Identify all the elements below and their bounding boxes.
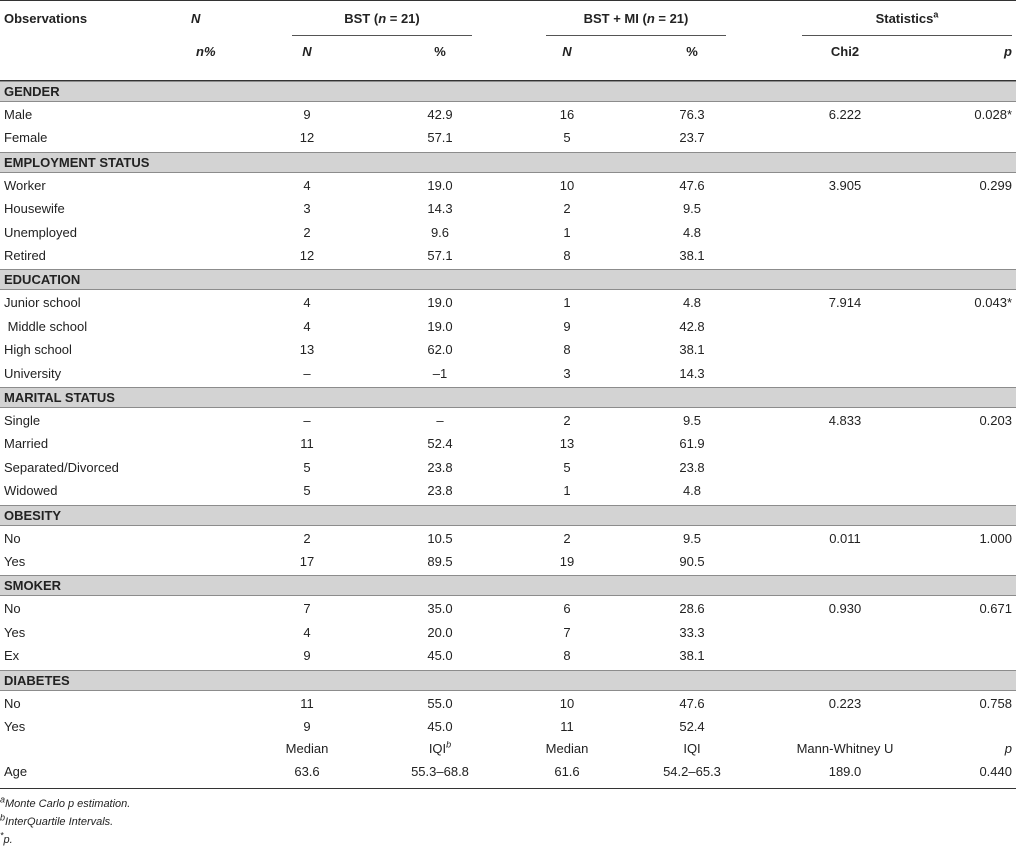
- row-label: Worker: [4, 177, 46, 193]
- section-header: [0, 575, 1016, 596]
- section-header: [0, 81, 1016, 102]
- cell-bst-pct: 62.0: [427, 342, 453, 358]
- cell-bst-pct: 52.4: [427, 436, 453, 452]
- section-title: SMOKER: [4, 578, 62, 594]
- table-row: [0, 363, 1016, 386]
- cell-chi2: 3.905: [828, 177, 862, 193]
- row-label: Middle school: [4, 318, 88, 334]
- cell-bstmi-pct: 28.6: [679, 601, 705, 617]
- header-p: p: [1004, 44, 1012, 59]
- cell-bstmi-n: 6: [563, 601, 571, 617]
- cell-bst-n: 9: [303, 107, 311, 122]
- cell-bst-n: 4: [303, 177, 311, 193]
- age-subheader-mann-whitney: Mann-Whitney U: [796, 741, 894, 756]
- header-chi2: Chi2: [830, 44, 860, 59]
- row-label: Housewife: [4, 201, 65, 217]
- section-header: [0, 387, 1016, 408]
- cell-bst-pct: 9.6: [430, 224, 450, 240]
- age-iqi-bst: 55.3–68.8: [411, 764, 469, 779]
- cell-bstmi-pct: 47.6: [679, 695, 705, 711]
- age-median-bst: 63.6: [294, 764, 320, 779]
- section-header: [0, 152, 1016, 173]
- table-row: [0, 104, 1016, 127]
- cell-bstmi-n: 5: [563, 130, 571, 146]
- table-row: [0, 175, 1016, 198]
- cell-bstmi-n: 1: [563, 295, 571, 311]
- cell-bstmi-n: 8: [563, 648, 571, 664]
- footnote-star: *p.: [0, 830, 13, 846]
- row-label: Married: [4, 436, 49, 452]
- cell-bst-pct: 20.0: [427, 624, 453, 640]
- cell-bst-n: 5: [303, 459, 311, 475]
- header-statistics: Statistics$^a$: [875, 9, 939, 26]
- age-row: [0, 761, 1016, 784]
- row-label: Separated/Divorced: [4, 459, 119, 475]
- header-bstmi-group: BST + MI (n = 21): [583, 11, 689, 26]
- cell-p-value: 0.299: [979, 177, 1012, 193]
- cell-bstmi-n: 8: [563, 248, 571, 263]
- cell-bstmi-pct: 38.1: [679, 648, 705, 664]
- cell-bstmi-pct: 9.5: [682, 413, 702, 428]
- cell-bstmi-pct: 23.8: [679, 459, 705, 475]
- age-row-label: Age: [4, 764, 28, 779]
- cell-bstmi-n: 10: [559, 695, 575, 711]
- cell-bstmi-pct: 38.1: [679, 342, 705, 358]
- header-bst-group: BST (n = 21): [344, 11, 420, 26]
- cell-p-value: 0.758: [979, 695, 1012, 711]
- table-row: [0, 457, 1016, 480]
- cell-p-value: 0.203: [979, 413, 1012, 428]
- cell-bst-pct: 10.5: [427, 530, 453, 546]
- cell-p-value: 1.000: [979, 530, 1012, 546]
- row-label: Single: [4, 413, 41, 428]
- cell-bstmi-n: 13: [559, 436, 575, 452]
- cell-bstmi-pct: 90.5: [679, 554, 705, 569]
- row-label: Retired: [4, 248, 46, 263]
- cell-bstmi-pct: 61.9: [679, 436, 705, 452]
- section-title: EDUCATION: [4, 272, 81, 288]
- cell-bstmi-pct: 52.4: [679, 719, 705, 734]
- cell-bst-pct: 57.1: [427, 248, 453, 263]
- cell-chi2: 0.930: [828, 601, 862, 617]
- row-label: Unemployed: [4, 224, 77, 240]
- row-label: No: [4, 530, 21, 546]
- section-header: [0, 269, 1016, 290]
- table-row: [0, 198, 1016, 221]
- row-label: Yes: [4, 624, 26, 640]
- row-label: No: [4, 695, 21, 711]
- row-label: Junior school: [4, 295, 81, 311]
- age-subheader-iqi-bstmi: IQI: [683, 741, 701, 756]
- cell-bstmi-pct: 4.8: [682, 483, 702, 499]
- cell-bstmi-pct: 42.8: [679, 318, 705, 334]
- cell-bst-n: 4: [303, 624, 311, 640]
- header-bstmi-n: N: [562, 44, 572, 59]
- table-row: [0, 622, 1016, 645]
- cell-chi2: 4.833: [828, 413, 862, 428]
- cell-bst-n: 17: [299, 554, 315, 569]
- section-title: EMPLOYMENT STATUS: [4, 154, 150, 170]
- cell-bst-n: 9: [303, 648, 311, 664]
- header-n-pct: n%: [196, 44, 216, 59]
- table-row: [0, 716, 1016, 739]
- cell-bst-n: 7: [303, 601, 311, 617]
- row-label: High school: [4, 342, 72, 358]
- table-row: [0, 598, 1016, 621]
- age-p-value: 0.440: [979, 764, 1012, 779]
- cell-bstmi-n: 7: [563, 624, 571, 640]
- table-row: [0, 292, 1016, 315]
- cell-bst-n: –: [303, 365, 311, 381]
- cell-p-value: 0.671: [979, 601, 1012, 617]
- row-label: Yes: [4, 719, 26, 734]
- cell-bst-pct: 55.0: [427, 695, 453, 711]
- cell-bst-pct: –1: [432, 365, 448, 381]
- footnote-b: $^b$InterQuartile Intervals.: [0, 812, 114, 828]
- cell-bstmi-pct: 4.8: [682, 224, 702, 240]
- row-label: Male: [4, 107, 33, 122]
- table-row: [0, 410, 1016, 433]
- section-title: OBESITY: [4, 507, 62, 523]
- cell-bstmi-n: 1: [563, 224, 571, 240]
- cell-bst-pct: 23.8: [427, 483, 453, 499]
- cell-p-value: 0.028*: [974, 107, 1012, 122]
- cell-chi2: 7.914: [828, 295, 862, 311]
- cell-bst-n: 4: [303, 318, 311, 334]
- cell-bstmi-n: 1: [563, 483, 571, 499]
- cell-bstmi-n: 10: [559, 177, 575, 193]
- cell-bst-n: 11: [300, 436, 314, 452]
- cell-bst-pct: 35.0: [427, 601, 453, 617]
- section-title: DIABETES: [4, 672, 70, 688]
- section-title: GENDER: [4, 84, 60, 99]
- header-bstmi-pct: %: [686, 44, 698, 59]
- row-label: Ex: [4, 648, 20, 664]
- table-row: [0, 339, 1016, 362]
- cell-bst-pct: 57.1: [427, 130, 453, 146]
- table-row: [0, 480, 1016, 503]
- top-rule: [0, 0, 1016, 1]
- cell-bstmi-n: 2: [563, 530, 571, 546]
- cell-bstmi-pct: 14.3: [679, 365, 705, 381]
- bstmi-group-rule: [546, 35, 726, 36]
- cell-bstmi-n: 16: [559, 107, 575, 122]
- footnote-a: $^a$Monte Carlo p estimation.: [0, 794, 131, 810]
- cell-bst-n: 5: [303, 483, 311, 499]
- cell-chi2: 6.222: [828, 107, 862, 122]
- cell-bst-pct: 19.0: [427, 177, 453, 193]
- section-header: [0, 505, 1016, 526]
- section-title: MARITAL STATUS: [4, 390, 115, 405]
- cell-bst-pct: 19.0: [427, 318, 453, 334]
- table-row: [0, 551, 1016, 574]
- age-iqi-bstmi: 54.2–65.3: [663, 764, 721, 779]
- table-row: [0, 693, 1016, 716]
- table-row: [0, 433, 1016, 456]
- cell-bstmi-pct: 9.5: [682, 201, 702, 217]
- cell-bstmi-pct: 38.1: [679, 248, 705, 263]
- age-subheader-iqi-bst: IQI$^b$: [428, 739, 452, 756]
- cell-bstmi-pct: 33.3: [679, 624, 705, 640]
- cell-bst-n: 13: [299, 342, 315, 358]
- row-label: University: [4, 365, 62, 381]
- cell-bst-n: 12: [299, 248, 315, 263]
- cell-bstmi-n: 2: [563, 201, 571, 217]
- table-row: [0, 528, 1016, 551]
- header-bst-n: N: [302, 44, 312, 59]
- cell-bstmi-n: 19: [559, 554, 575, 569]
- cell-bst-n: 9: [303, 719, 311, 734]
- age-subheader-p: p: [1004, 741, 1012, 756]
- cell-bst-pct: 45.0: [427, 719, 453, 734]
- age-subheader-median-bst: Median: [285, 741, 329, 756]
- age-median-bstmi: 61.6: [554, 764, 580, 779]
- cell-bst-n: 2: [303, 530, 311, 546]
- cell-bstmi-pct: 23.7: [679, 130, 705, 146]
- cell-bst-pct: 42.9: [427, 107, 453, 122]
- table-row: [0, 127, 1016, 150]
- cell-bstmi-pct: 47.6: [679, 177, 705, 193]
- row-label: Yes: [4, 554, 26, 569]
- cell-bstmi-n: 9: [563, 318, 571, 334]
- table-row: [0, 316, 1016, 339]
- cell-bst-pct: 45.0: [427, 648, 453, 664]
- table-row: [0, 245, 1016, 268]
- cell-p-value: 0.043*: [974, 295, 1012, 311]
- cell-bstmi-pct: 76.3: [679, 107, 705, 122]
- cell-bst-n: –: [303, 413, 311, 428]
- bottom-rule: [0, 788, 1016, 789]
- age-mann-whitney-u: 189.0: [828, 764, 862, 779]
- cell-bst-pct: –: [436, 413, 444, 428]
- cell-bst-n: 12: [299, 130, 315, 146]
- cell-bst-pct: 89.5: [427, 554, 453, 569]
- cell-bst-n: 4: [303, 295, 311, 311]
- age-subheader-row: [0, 738, 1016, 761]
- cell-bst-n: 11: [300, 695, 314, 711]
- cell-chi2: 0.011: [829, 530, 861, 546]
- header-n: N: [191, 11, 201, 26]
- bst-group-rule: [292, 35, 472, 36]
- cell-bstmi-n: 8: [563, 342, 571, 358]
- section-header: [0, 670, 1016, 691]
- cell-bstmi-n: 5: [563, 459, 571, 475]
- age-subheader-median-bstmi: Median: [545, 741, 589, 756]
- cell-bst-pct: 23.8: [427, 459, 453, 475]
- table-row: [0, 645, 1016, 668]
- cell-bstmi-pct: 4.8: [682, 295, 702, 311]
- row-label: Widowed: [4, 483, 58, 499]
- cell-bst-n: 3: [303, 201, 311, 217]
- row-label: No: [4, 601, 21, 617]
- cell-bstmi-n: 11: [560, 719, 574, 734]
- statistics-group-rule: [802, 35, 1012, 36]
- header-bst-pct: %: [434, 44, 446, 59]
- cell-chi2: 0.223: [828, 695, 862, 711]
- table-row: [0, 222, 1016, 245]
- header-observations: Observations: [4, 11, 88, 26]
- cell-bstmi-n: 3: [563, 365, 571, 381]
- cell-bstmi-n: 2: [563, 413, 571, 428]
- row-label: Female: [4, 130, 48, 146]
- cell-bst-pct: 14.3: [427, 201, 453, 217]
- cell-bst-n: 2: [303, 224, 311, 240]
- cell-bstmi-pct: 9.5: [682, 530, 702, 546]
- cell-bst-pct: 19.0: [427, 295, 453, 311]
